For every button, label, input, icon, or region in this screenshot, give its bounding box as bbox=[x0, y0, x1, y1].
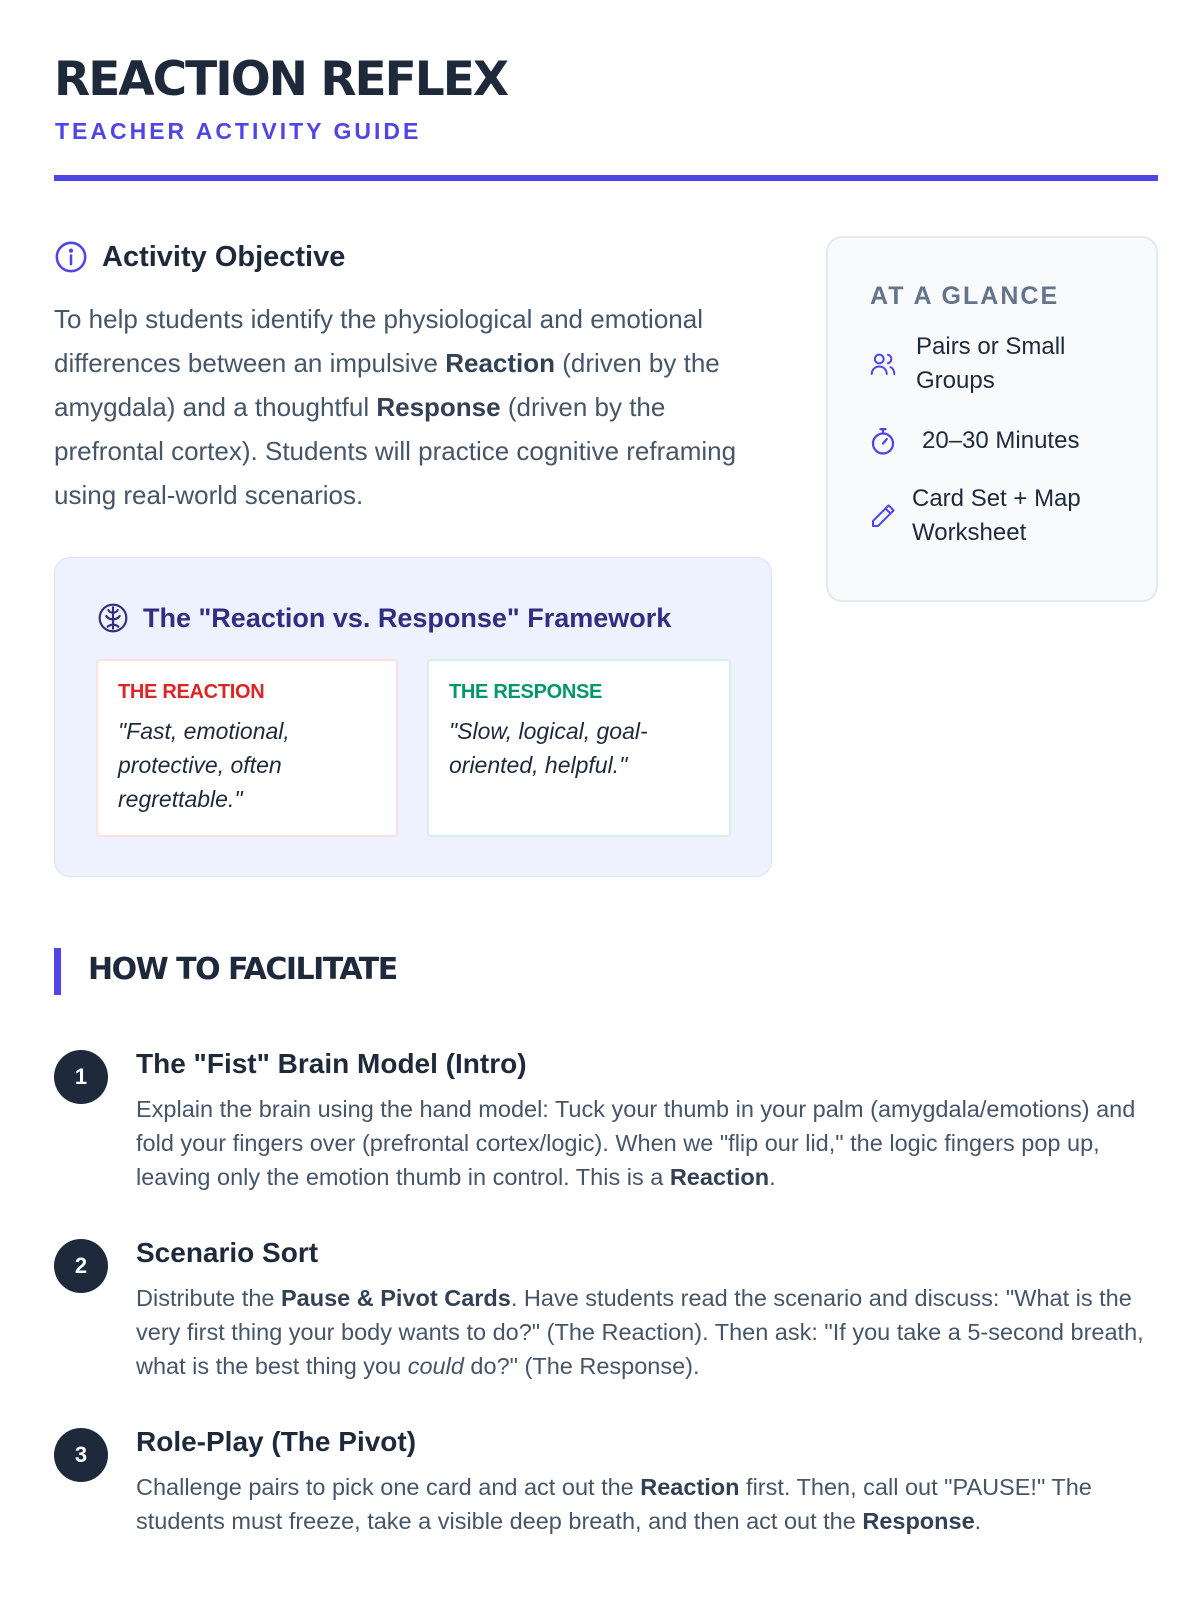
reaction-card bbox=[96, 659, 398, 837]
step-description: Distribute the Pause & Pivot Cards. Have students read the scenario and discuss: "What is the very first thing your body wants to do?" (The Reaction). Then ask: "If you take a 5-second breath, what is the best thing you could do?" (The Response). bbox=[136, 1285, 1144, 1379]
step-title: Scenario Sort bbox=[136, 1237, 319, 1268]
page-subtitle: TEACHER ACTIVITY GUIDE bbox=[55, 118, 422, 144]
framework-panel bbox=[54, 557, 772, 877]
framework-heading-row bbox=[97, 602, 671, 634]
objective-heading-row bbox=[54, 240, 345, 274]
step-description: Challenge pairs to pick one card and act out the Reaction first. Then, call out "PAUSE!" The students must freeze, take a visible deep breath, and then act out the Response. bbox=[136, 1474, 1092, 1534]
response-quote: "Slow, logical, goal-oriented, helpful." bbox=[449, 718, 648, 778]
step-number-badge: 3 bbox=[54, 1428, 108, 1482]
step-description: Explain the brain using the hand model: Tuck your thumb in your palm (amygdala/emotions) and fold your fingers over (prefrontal cortex/logic). When we "flip our lid," the logic fingers pop up, leaving only the emotion thumb in control. This is a Reaction. bbox=[136, 1096, 1136, 1190]
glance-item-group-size bbox=[868, 330, 1096, 398]
brain-icon bbox=[97, 602, 129, 634]
glance-title: AT A GLANCE bbox=[870, 282, 1060, 310]
reaction-quote: "Fast, emotional, protective, often regrettable." bbox=[118, 718, 290, 812]
section-accent-bar bbox=[54, 948, 61, 995]
step-number-badge: 1 bbox=[54, 1050, 108, 1104]
users-icon bbox=[868, 349, 898, 379]
info-icon bbox=[54, 240, 88, 274]
glance-item-duration bbox=[868, 424, 1079, 458]
objective-heading: Activity Objective bbox=[102, 240, 346, 273]
response-card bbox=[427, 659, 731, 837]
objective-text: To help students identify the physiological and emotional differences between an impulsive Reaction (driven by the amygdala) and a thoughtful Response (driven by the prefrontal cortex). Students will practice cognitive reframing using real-world scenarios. bbox=[54, 304, 737, 510]
glance-item-text: Card Set + Map Worksheet bbox=[912, 485, 1081, 546]
facilitate-heading: HOW TO FACILITATE bbox=[88, 952, 397, 987]
pencil-icon bbox=[868, 501, 898, 531]
framework-heading: The "Reaction vs. Response" Framework bbox=[143, 602, 672, 633]
timer-icon bbox=[868, 426, 898, 456]
response-label: THE RESPONSE bbox=[449, 681, 603, 703]
glance-item-materials bbox=[868, 482, 1102, 550]
glance-item-text: Pairs or Small Groups bbox=[916, 333, 1066, 394]
page-title: REACTION REFLEX bbox=[54, 52, 508, 107]
at-a-glance-panel bbox=[826, 236, 1158, 602]
step-title: The "Fist" Brain Model (Intro) bbox=[136, 1048, 527, 1079]
header-divider bbox=[54, 175, 1158, 181]
reaction-label: THE REACTION bbox=[118, 681, 265, 703]
step-title: Role-Play (The Pivot) bbox=[136, 1426, 417, 1457]
step-number-badge: 2 bbox=[54, 1239, 108, 1293]
glance-item-text: 20–30 Minutes bbox=[922, 427, 1080, 454]
